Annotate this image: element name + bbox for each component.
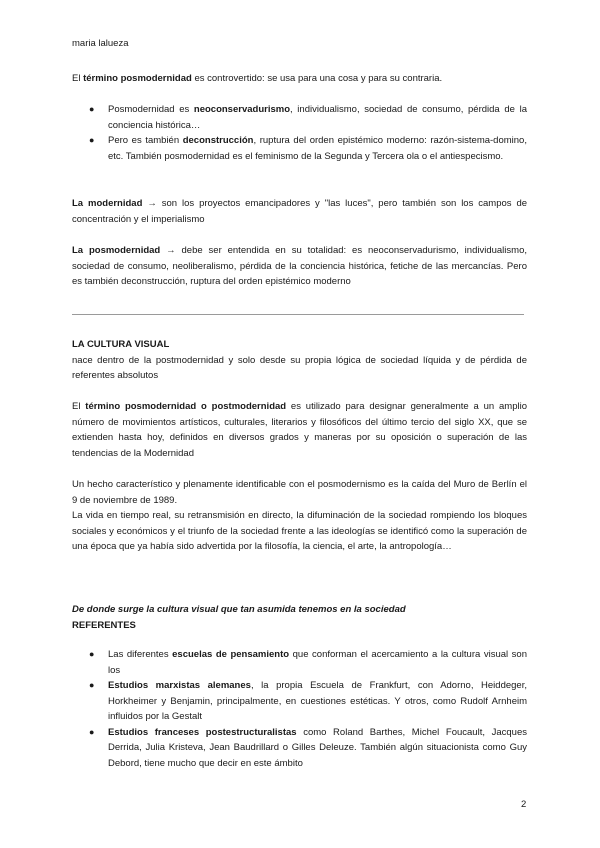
list-item: ● Las diferentes escuelas de pensamiento que conforman el acercamiento a la cultura visual son los (89, 649, 527, 676)
bullet-list-referentes (72, 647, 527, 771)
bullet-icon: ● (89, 649, 95, 659)
bullet-icon: ● (89, 726, 95, 737)
arrow-icon: → (166, 245, 176, 256)
list-item: ● Estudios marxistas alemanes, la propia Escuela de Frankfurt, con Adorno, Heiddeger, Horkheimer y Benjamin, principalmente, en cuestiones estéticas. Y otros, como Rudolf Arnheim influidos por la Gestalt (89, 680, 527, 722)
referentes-title: REFERENTES (72, 619, 136, 631)
list-item: ● Posmodernidad es neoconservadurismo, individualismo, sociedad de consumo, pérdida de la conciencia histórica… (89, 104, 528, 131)
bullet-icon: ● (89, 135, 95, 145)
referentes-heading (72, 602, 527, 633)
list-item: ● Estudios franceses postestructuralistas como Roland Barthes, Michel Foucault, Jacques Derrida, Julia Kristeva, Jean Baudrillard o Gilles Deleuze. También algún situacionista como Guy Debord, tiene mucho que decir en este ámbito (89, 726, 527, 769)
author-name: maria lalueza (72, 38, 129, 49)
muro-paragraph: Un hecho característico y plenamente identificable con el posmodernismo es la caída del Muro de Berlín el 9 de noviembre de 1989. La vida en tiempo real, su retransmisión en directo, la difuminación de la sociedad rompiendo los bloques sociales y económicos y el triunfo de la sociedad frente a las ideologías se identificó como la superación de una época que ya había sido advertida por la filosofía, la ciencia, el arte, la antropología… (72, 479, 527, 552)
modernidad-paragraph: La modernidad → son los proyectos emancipadores y "las luces", pero también son los campos de concentración y el imperialismo (72, 198, 528, 225)
question-heading: De donde surge la cultura visual que tan asumida tenemos en la sociedad (72, 604, 406, 615)
definition-paragraph: El término posmodernidad o postmodernidad es utilizado para designar generalmente a un amplio número de movimientos artísticos, culturales, literarios y filosóficos del último tercio del siglo XX, que se extienden hasta hoy, definidos en diversos grados y maneras por su oposición o superación de las tendencias de la Modernidad (72, 401, 528, 459)
intro-bold: término posmodernidad (83, 73, 192, 84)
list-item: ● Pero es también deconstrucción, ruptura del orden epistémico moderno: razón-sistema-domino, etc. También posmodernidad es el feminismo de la Segunda y Tercera ola o el antiespecismo. (89, 135, 527, 162)
bullet-icon: ● (89, 104, 95, 114)
posmodernidad-paragraph: La posmodernidad → debe ser entendida en su totalidad: es neoconservadurismo, individualismo, sociedad de consumo, neoliberalismo, pérdida de la conciencia histórica, fetiche de las mercancías. Pero es también deconstrucción, ruptura del orden epistémico moderno (72, 245, 527, 287)
intro-paragraph: El término posmodernidad es controvertido: se usa para una cosa y para su contraria. (72, 73, 443, 84)
bullet-list-posmodernidad (72, 102, 527, 164)
horizontal-divider (72, 314, 524, 315)
arrow-icon: → (147, 198, 157, 209)
bullet-icon: ● (89, 680, 95, 690)
section-intro: nace dentro de la postmodernidad y solo desde su propia lógica de sociedad líquida y de pérdida de referentes absolutos (72, 354, 527, 381)
section-title: LA CULTURA VISUAL (72, 339, 170, 350)
page-number: 2 (521, 799, 527, 810)
section-cultura-visual (72, 337, 527, 384)
